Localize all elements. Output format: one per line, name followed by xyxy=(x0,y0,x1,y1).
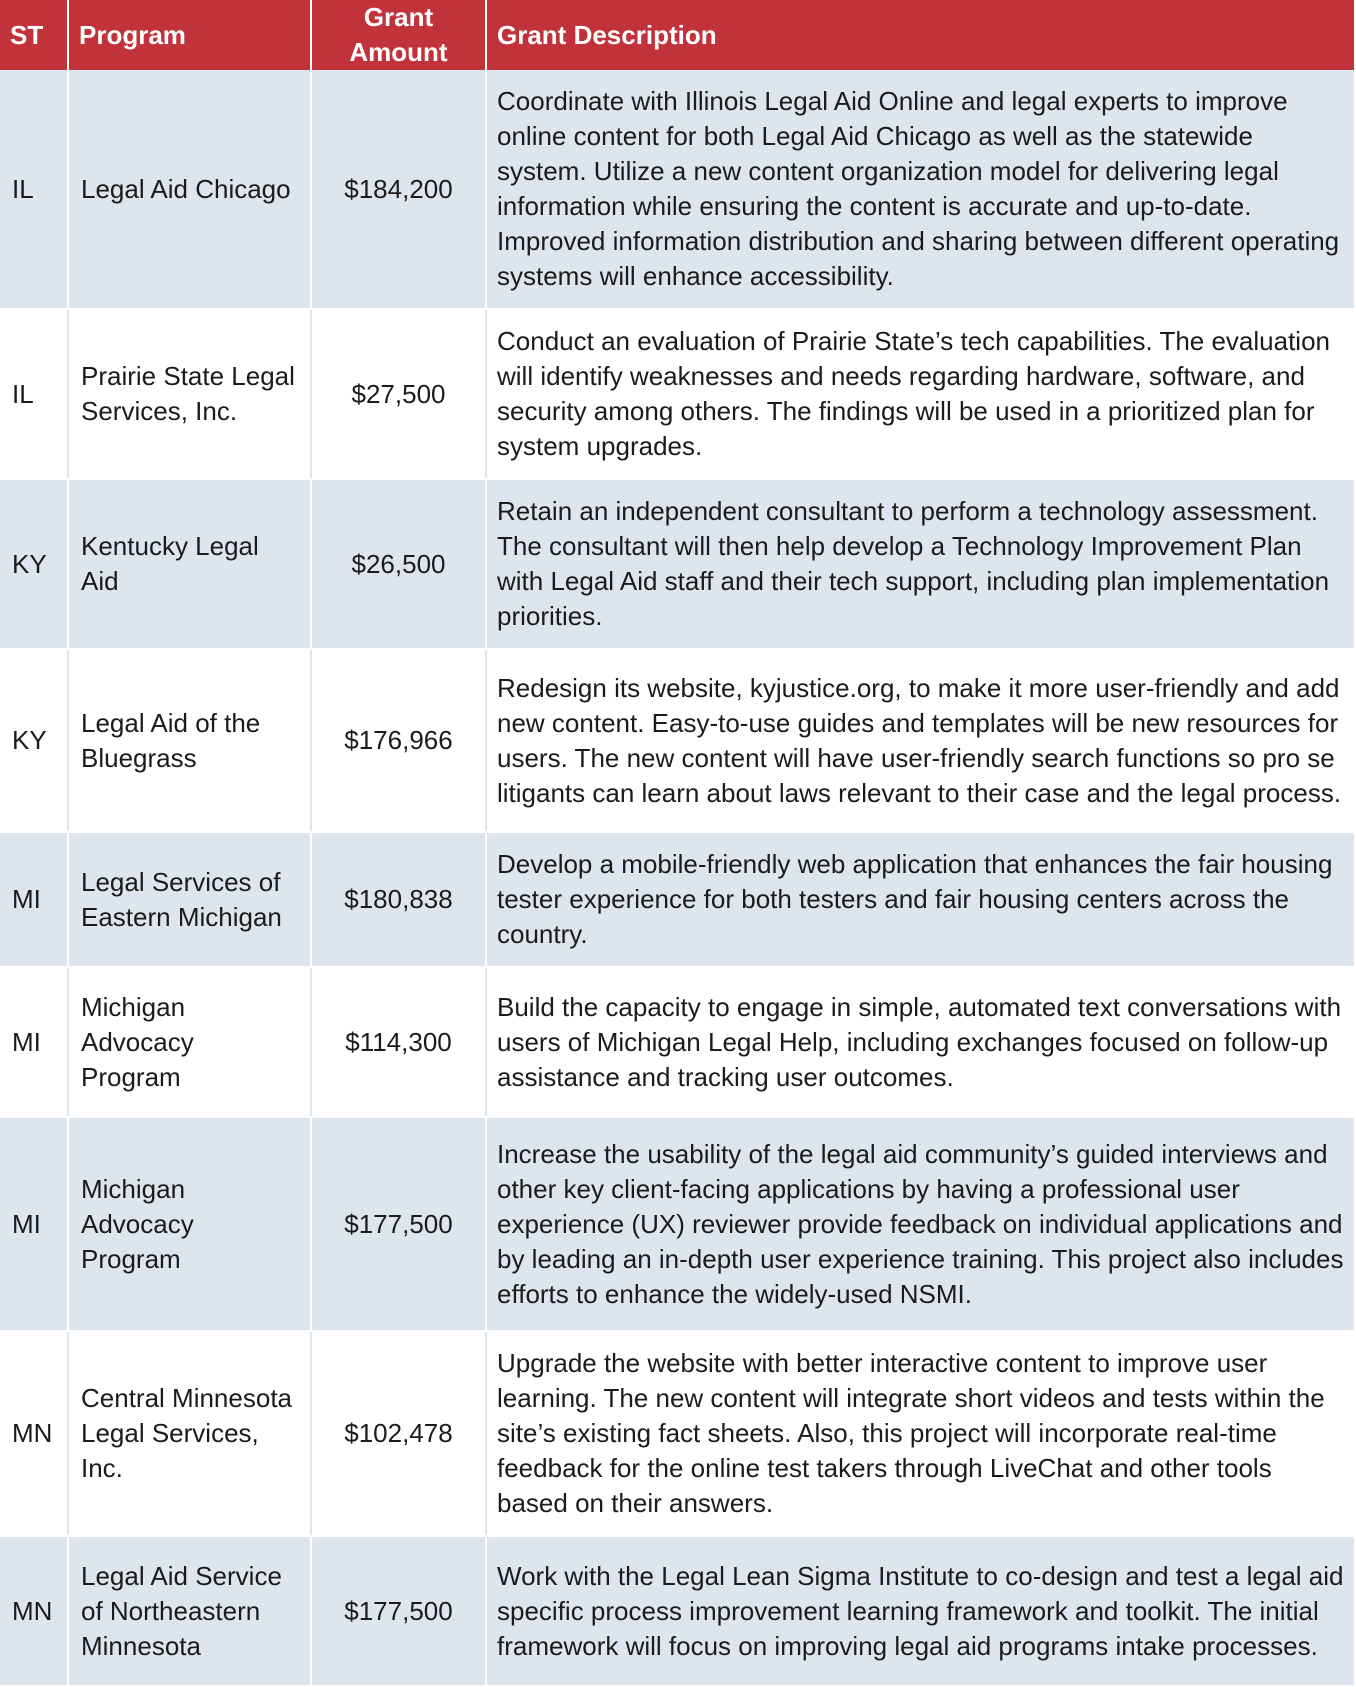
row-program: Kentucky Legal Aid xyxy=(68,479,311,649)
row-grant-description: Increase the usability of the legal aid community’s guided interviews and other key client-facing applications by having a professional user experience (UX) reviewer provide feedback on individual applications and by leading an in-depth user experience training. This project also includes efforts to enhance the widely-used NSMI. xyxy=(486,1117,1354,1331)
row-grant-amount: $176,966 xyxy=(311,649,486,832)
table-row xyxy=(0,967,1354,1117)
row-state: MI xyxy=(0,1117,68,1331)
row-program: Michigan Advocacy Program xyxy=(68,1117,311,1331)
table-header-row xyxy=(0,0,1354,70)
header-grant-amount: Grant Amount xyxy=(311,0,486,70)
row-grant-amount: $114,300 xyxy=(311,967,486,1117)
table-row xyxy=(0,832,1354,967)
row-state: IL xyxy=(0,309,68,479)
table-row xyxy=(0,479,1354,649)
row-grant-description: Work with the Legal Lean Sigma Institute to co-design and test a legal aid specific process improvement learning framework and toolkit. The initial framework will focus on improving legal aid programs intake processes. xyxy=(486,1536,1354,1686)
row-grant-description: Redesign its website, kyjustice.org, to make it more user-friendly and add new content. Easy-to-use guides and templates will be new resources for users. The new content will have user-friendly search functions so pro se litigants can learn about laws relevant to their case and the legal process. xyxy=(486,649,1354,832)
table-row xyxy=(0,309,1354,479)
row-program: Legal Aid of the Bluegrass xyxy=(68,649,311,832)
row-program: Michigan Advocacy Program xyxy=(68,967,311,1117)
row-grant-description: Retain an independent consultant to perform a technology assessment. The consultant will then help develop a Technology Improvement Plan with Legal Aid staff and their tech support, including plan implementation priorities. xyxy=(486,479,1354,649)
row-grant-description: Conduct an evaluation of Prairie State’s tech capabilities. The evaluation will identify weaknesses and needs regarding hardware, software, and security among others. The findings will be used in a prioritized plan for system upgrades. xyxy=(486,309,1354,479)
row-program: Legal Services of Eastern Michigan xyxy=(68,832,311,967)
header-grant-description: Grant Description xyxy=(486,0,1354,70)
row-program: Legal Aid Service of Northeastern Minnesota xyxy=(68,1536,311,1686)
row-state: IL xyxy=(0,70,68,309)
row-state: MI xyxy=(0,967,68,1117)
row-state: KY xyxy=(0,649,68,832)
table-row xyxy=(0,649,1354,832)
table-row xyxy=(0,1117,1354,1331)
table-row xyxy=(0,1331,1354,1536)
row-state: MN xyxy=(0,1536,68,1686)
row-grant-description: Coordinate with Illinois Legal Aid Online and legal experts to improve online content for both Legal Aid Chicago as well as the statewide system. Utilize a new content organization model for delivering legal information while ensuring the content is accurate and up-to-date. Improved information distribution and sharing between different operating systems will enhance accessibility. xyxy=(486,70,1354,309)
row-grant-description: Build the capacity to engage in simple, automated text conversations with users of Michigan Legal Help, including exchanges focused on follow-up assistance and tracking user outcomes. xyxy=(486,967,1354,1117)
header-program: Program xyxy=(68,0,311,70)
row-state: MI xyxy=(0,832,68,967)
row-grant-amount: $27,500 xyxy=(311,309,486,479)
row-grant-description: Develop a mobile-friendly web application that enhances the fair housing tester experience for both testers and fair housing centers across the country. xyxy=(486,832,1354,967)
row-state: MN xyxy=(0,1331,68,1536)
row-grant-description: Upgrade the website with better interactive content to improve user learning. The new content will integrate short videos and tests within the site’s existing fact sheets. Also, this project will incorporate real-time feedback for the online test takers through LiveChat and other tools based on their answers. xyxy=(486,1331,1354,1536)
row-grant-amount: $102,478 xyxy=(311,1331,486,1536)
row-program: Prairie State Legal Services, Inc. xyxy=(68,309,311,479)
row-program: Central Minnesota Legal Services, Inc. xyxy=(68,1331,311,1536)
table-row xyxy=(0,70,1354,309)
row-program: Legal Aid Chicago xyxy=(68,70,311,309)
row-grant-amount: $177,500 xyxy=(311,1536,486,1686)
row-state: KY xyxy=(0,479,68,649)
table-row xyxy=(0,1536,1354,1686)
row-grant-amount: $184,200 xyxy=(311,70,486,309)
row-grant-amount: $26,500 xyxy=(311,479,486,649)
header-st: ST xyxy=(0,0,68,70)
row-grant-amount: $177,500 xyxy=(311,1117,486,1331)
row-grant-amount: $180,838 xyxy=(311,832,486,967)
